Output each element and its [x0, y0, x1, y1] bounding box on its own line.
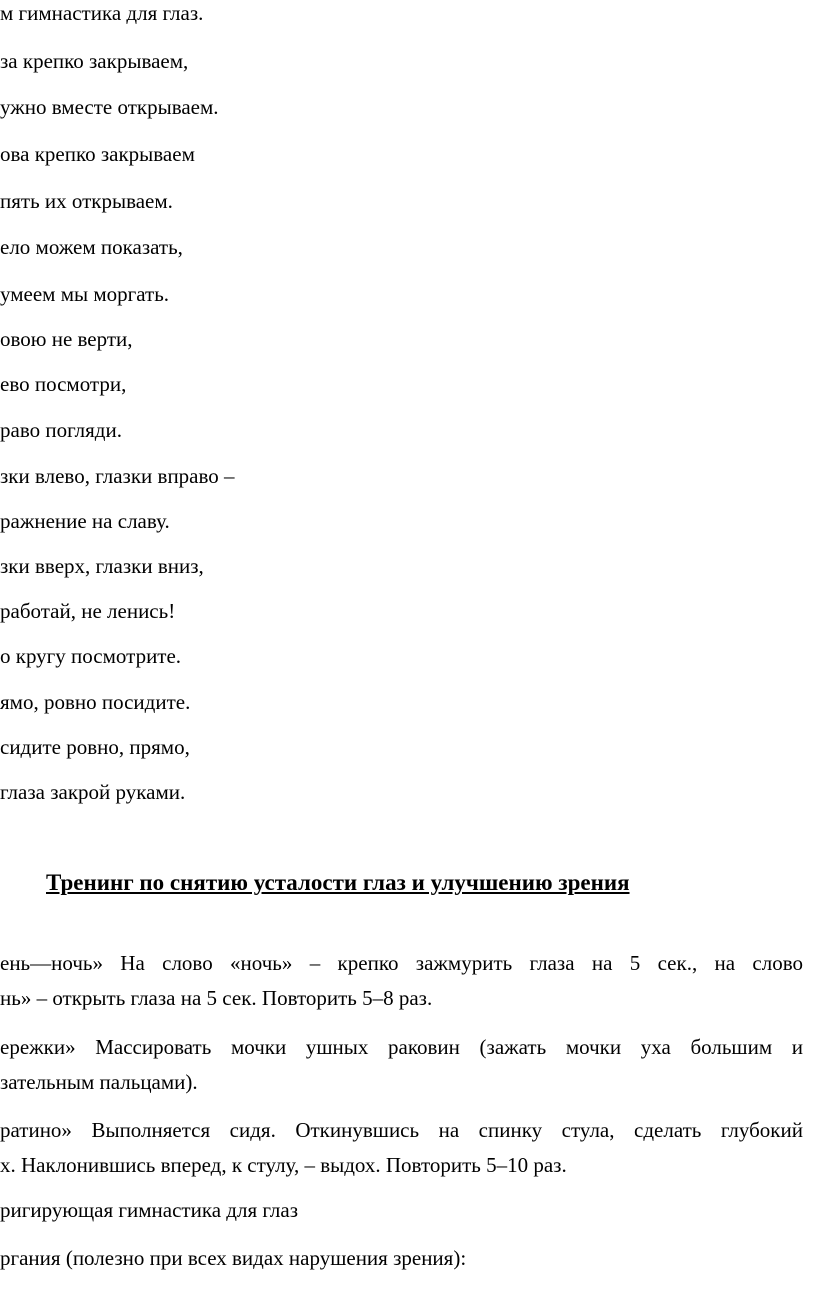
- exercise-paragraph: [0, 946, 803, 1016]
- exercise-line: зательным пальцами).: [0, 1070, 198, 1094]
- poem-line: ево посмотри,: [0, 372, 127, 396]
- exercise-line: ратино» Выполняется сидя. Откинувшись на спинку стула, сделать глубокий: [0, 1118, 803, 1142]
- poem-line: раво погляди.: [0, 418, 122, 442]
- exercise-line: ережки» Массировать мочки ушных раковин (зажать мочки уха большим и: [0, 1035, 803, 1059]
- exercise-line: ень—ночь» На слово «ночь» – крепко зажмурить глаза на 5 сек., на слово: [0, 951, 803, 975]
- poem-line: пять их открываем.: [0, 189, 173, 213]
- poem-line: ражнение на славу.: [0, 509, 170, 533]
- poem-line: умеем мы моргать.: [0, 282, 170, 306]
- poem-line: зки влево, глазки вправо –: [0, 464, 235, 488]
- exercise-paragraph: [0, 1113, 803, 1183]
- poem-line: за крепко закрываем,: [0, 49, 189, 73]
- poem-line: м гимнастика для глаз.: [0, 1, 204, 25]
- section-heading: Тренинг по снятию усталости глаз и улучшению зрения: [46, 870, 630, 895]
- poem-line: зки вверх, глазки вниз,: [0, 554, 204, 578]
- exercise-line: нь» – открыть глаза на 5 сек. Повторить 5–8 раз.: [0, 986, 433, 1010]
- poem-line: ямо, ровно посидите.: [0, 690, 191, 714]
- poem-line: сидите ровно, прямо,: [0, 735, 190, 759]
- poem-line: ужно вместе открываем.: [0, 95, 219, 119]
- poem-line: овою не верти,: [0, 327, 133, 351]
- subheading-line: ригирующая гимнастика для глаз: [0, 1198, 299, 1222]
- subheading-line: ргания (полезно при всех видах нарушения зрения):: [0, 1246, 467, 1270]
- poem-line: ова крепко закрываем: [0, 142, 195, 166]
- poem-line: глаза закрой руками.: [0, 780, 186, 804]
- poem-line: ело можем показать,: [0, 235, 183, 259]
- exercise-line: х. Наклонившись вперед, к стулу, – выдох. Повторить 5–10 раз.: [0, 1153, 567, 1177]
- poem-line: работай, не ленись!: [0, 599, 176, 623]
- poem-line: о кругу посмотрите.: [0, 644, 182, 668]
- exercise-paragraph: [0, 1030, 803, 1100]
